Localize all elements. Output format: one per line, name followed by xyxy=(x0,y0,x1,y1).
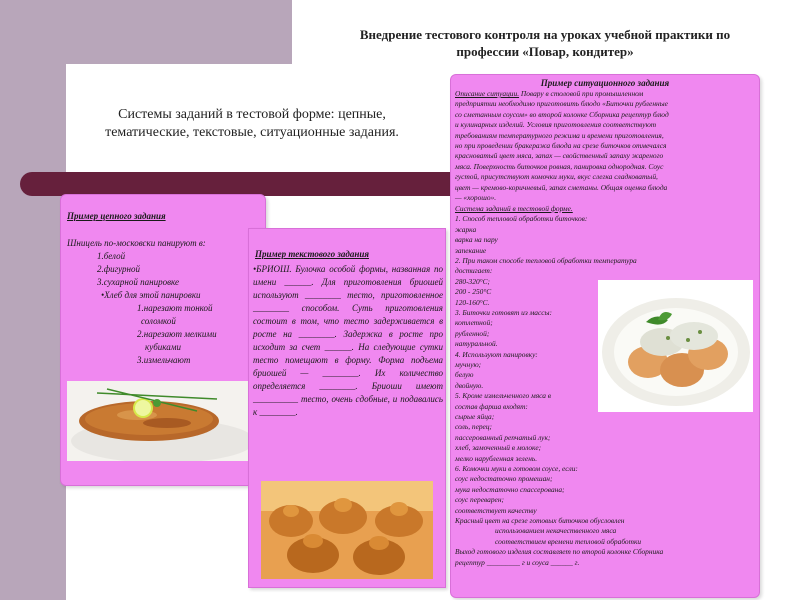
situation-task-line: использованием некачественного мяса xyxy=(495,526,617,536)
situation-task-line: жарка xyxy=(455,224,477,234)
chain-sub-option: кубиками xyxy=(145,342,181,352)
situation-description-line: и кулинарных изделий. Условия приготовления соответствуют xyxy=(455,120,657,130)
situation-description-text: Повару в столовой при промышленном xyxy=(519,89,644,98)
situation-task-line: котлетной; xyxy=(455,318,493,328)
brioche-illustration xyxy=(261,481,433,579)
background-top-panel xyxy=(0,0,292,64)
situation-description-line xyxy=(455,89,643,99)
situation-task-heading: Пример ситуационного задания xyxy=(540,78,670,88)
situation-description-line: густой, присутствуют комочки муки, вкус слегка сладковатый, xyxy=(455,172,658,182)
situation-task-line: 2. При таком способе тепловой обработки температура xyxy=(455,256,637,265)
situation-description-line: предприятии необходимо приготовить блюдо «Биточки рубленные xyxy=(455,99,668,109)
situation-task-line: пассерованный репчатый лук; xyxy=(455,432,551,442)
situation-task-line: соус недостаточно промешан; xyxy=(455,474,553,484)
situation-task-line: сырые яйца; xyxy=(455,412,495,421)
situation-task-line: мучную; xyxy=(455,360,482,369)
chain-sub-option: 3.измельчают xyxy=(137,355,191,365)
situation-task-line: мука недостаточно спассерована; xyxy=(455,484,565,494)
situation-system-label: Система заданий в тестовой форме. xyxy=(455,204,573,213)
patties-illustration xyxy=(598,280,753,412)
situation-description-label: Описание ситуации. xyxy=(455,89,520,98)
situation-description-line: цвет — кремово-коричневый, запах сметаны. Общая оценка блюда xyxy=(455,182,668,192)
subtitle-line-2: тематические, текстовые, ситуационные задания. xyxy=(105,125,399,140)
situation-task-line: 6. Комочки муки в готовом соусе, если: xyxy=(455,464,578,473)
slide-subtitle xyxy=(72,106,432,142)
schnitzel-photo xyxy=(67,381,259,461)
chain-sub-option: 2.нарезают мелкими xyxy=(137,329,217,339)
situation-description-line: со сметанным соусом» во второй колонке Сборника рецептур блюд xyxy=(455,109,669,119)
situation-task-line: 5. Кроме измельченного мяса в xyxy=(455,391,552,401)
situation-task-line: белую xyxy=(455,370,474,380)
situation-task-line: Выход готового изделия составляет по второй колонке Сборника xyxy=(455,547,664,557)
background-dark-bar xyxy=(20,172,450,196)
situation-task-card xyxy=(450,74,760,598)
situation-description-line: требованиям температурного режима и времени приготовления, xyxy=(455,130,664,140)
text-task-body: •БРИОШ. Булочка особой формы, названная по имени ______. Для приготовления бриошей используют ________ тесто, приготовленное ________ способом. Суть приготовления состоит в том, что тесто задерживается в росте на ________. Задержка в росте про исходит за счет ______. На следующие сутки тесто помещают в форму. Форма подъема бриошей — ________. Их количество определяется ________. Бриоши имеют __________ тесто, очень сдобные, и подавались к ________. xyxy=(253,264,443,417)
situation-task-line: соус переварен; xyxy=(455,495,504,505)
situation-task-line: 280-320°С; xyxy=(455,276,490,286)
brioche-photo xyxy=(261,481,433,579)
slide-title xyxy=(310,26,780,60)
situation-task-line: 200 - 250°С xyxy=(455,287,492,297)
slide-title-line-2: профессии «Повар, кондитер» xyxy=(456,44,634,59)
situation-task-line: соль, перец; xyxy=(455,422,492,432)
situation-task-line: натуральной. xyxy=(455,339,498,349)
situation-task-line: 4. Используют панировку: xyxy=(455,349,538,359)
situation-task-line: 3. Биточки готовят из массы: xyxy=(455,308,553,317)
chain-task-intro: Шницель по-московски панируют в: xyxy=(67,238,206,248)
situation-task-line: двойную. xyxy=(455,380,484,390)
patties-photo xyxy=(598,280,753,412)
chain-sub-question: •Хлеб для этой панировки xyxy=(101,290,201,300)
situation-task-line: рецептур _________ г и соуса ______ г. xyxy=(455,557,580,567)
chain-option: 2.фигурной xyxy=(97,264,140,274)
schnitzel-illustration xyxy=(67,381,259,461)
situation-task-line: 120-160°С. xyxy=(455,297,490,307)
situation-task-line: 1. Способ тепловой обработки биточков: xyxy=(455,214,588,224)
chain-task-card xyxy=(60,194,266,486)
situation-description-line: красноватый цвет мяса, запах — свойственный запаху жареного xyxy=(455,151,664,161)
subtitle-line-1: Системы заданий в тестовой форме: цепные, xyxy=(118,107,386,122)
slide-title-line-1: Внедрение тестового контроля на уроках учебной практики по xyxy=(359,27,731,42)
situation-task-line: состав фарша входят: xyxy=(455,401,528,411)
chain-option: 1.белой xyxy=(97,251,126,261)
situation-task-line: достигает: xyxy=(455,266,493,276)
situation-task-line: рубленной; xyxy=(455,328,490,338)
situation-task-line: запекание xyxy=(455,245,487,255)
background-side-strip xyxy=(0,0,66,600)
chain-sub-option: 1.нарезают тонкой xyxy=(137,303,213,313)
situation-task-line: хлеб, замоченный в молоке; xyxy=(455,443,542,453)
chain-sub-option: соломкой xyxy=(141,316,176,326)
situation-task-line: варка на пару xyxy=(455,235,498,245)
text-task-card xyxy=(248,228,446,588)
chain-task-heading: Пример цепного задания xyxy=(67,211,166,221)
situation-task-line: мелко нарубленная зелень. xyxy=(455,453,538,463)
situation-task-line: соответствует качеству xyxy=(455,505,537,515)
situation-description-line: но при проведении бракеража блюда на срезе биточков отмечался xyxy=(455,141,667,150)
situation-task-line: Красный цвет на срезе готовых биточков обусловлен xyxy=(455,516,625,525)
situation-description-line: — «хорошо». xyxy=(455,193,497,202)
text-task-heading: Пример текстового задания xyxy=(255,249,369,259)
situation-task-line: соответствием времени тепловой обработки xyxy=(495,536,642,546)
situation-description-line: мяса. Поверхность биточков ровная, панировка однородная. Соус xyxy=(455,161,664,171)
chain-option: 3.сухарной панировке xyxy=(97,277,180,287)
